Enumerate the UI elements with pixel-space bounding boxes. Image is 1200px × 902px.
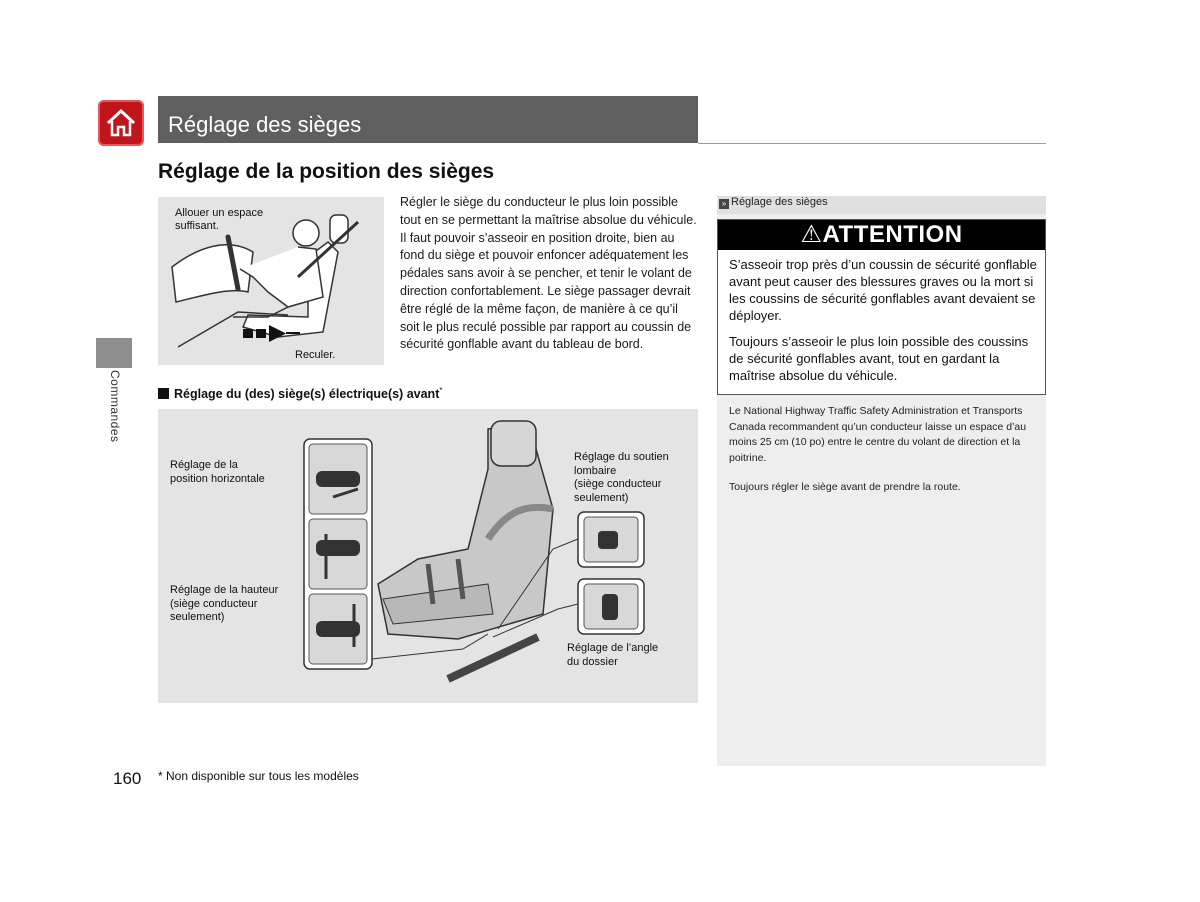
label-lumbar-1: Réglage du soutien: [574, 451, 669, 463]
warning-title: ATTENTION: [822, 221, 963, 248]
label-recline-1: Réglage de l’angle: [567, 642, 659, 654]
side-tab-marker[interactable]: [96, 338, 132, 368]
label-lumbar-3: (siège conducteur: [574, 478, 662, 490]
footnote: * Non disponible sur tous les modèles: [158, 769, 359, 783]
label-horizontal-2: position horizontale: [170, 473, 265, 485]
label-lumbar-2: lombaire: [574, 465, 617, 477]
sidebar-reference-heading[interactable]: [717, 196, 1046, 214]
label-allow-space-2: suffisant.: [175, 220, 219, 232]
warning-header: [718, 220, 1045, 250]
power-seat-heading: [158, 386, 442, 401]
label-lumbar-4: seulement): [574, 492, 629, 504]
section-body-text: Régler le siège du conducteur le plus loin possible tout en se permettant la maîtrise absolue du véhicule. Il faut pouvoir s’asseoir en position droite, bien au fond du siège et pouvoir enfoncer adéquatement les pédales sans avoir à se pencher, et tenir le volant de direction confortablement. Le siège passager devrait être réglé de la même façon, de manière à ce qu’il soit le plus reculé possible par rapport au coussin de sécurité gonflable avant du tableau de bord.: [400, 195, 697, 352]
side-tab-label: Commandes: [108, 370, 122, 443]
label-height-3: seulement): [170, 611, 225, 623]
warning-paragraph-1: S’asseoir trop près d’un coussin de sécurité gonflable avant peut causer des blessures graves ou la mort si les coussins de sécurité gonflables avant devaient se déployer.: [729, 257, 1037, 323]
page-number: 160: [113, 769, 142, 788]
sidebar-note-2: Toujours régler le siège avant de prendre la route.: [729, 481, 961, 493]
availability-mark: *: [439, 386, 443, 395]
driver-position-figure: [158, 197, 384, 365]
label-move-back: Reculer.: [295, 349, 336, 361]
label-allow-space-1: Allouer un espace: [175, 207, 264, 219]
reference-arrow-icon: »: [719, 199, 729, 209]
sidebar-reference-text: Réglage des sièges: [731, 196, 828, 208]
section-heading: Réglage de la position des sièges: [158, 160, 495, 183]
page-title-bar: [158, 96, 698, 143]
title-divider: [698, 143, 1046, 144]
power-seat-heading-text: Réglage du (des) siège(s) électrique(s) avant: [174, 387, 440, 402]
label-recline-2: du dossier: [567, 656, 618, 668]
power-seat-figure: [158, 409, 698, 703]
home-icon: [104, 106, 138, 140]
page-title: Réglage des sièges: [168, 112, 362, 137]
warning-triangle-icon: ⚠: [800, 221, 823, 248]
label-horizontal-1: Réglage de la: [170, 459, 238, 471]
home-button[interactable]: [98, 100, 144, 146]
bullet-square: [158, 388, 169, 399]
warning-paragraph-2: Toujours s’asseoir le plus loin possible des coussins de sécurité gonflables avant, tout en gardant la maîtrise absolue du véhicule.: [729, 334, 1029, 383]
label-height-1: Réglage de la hauteur: [170, 584, 279, 596]
warning-box: [717, 219, 1046, 395]
label-height-2: (siège conducteur: [170, 598, 258, 610]
sidebar-note-1: Le National Highway Traffic Safety Administration et Transports Canada recommandent qu’un conducteur laisse un espace d’au moins 25 cm (10 po) entre le centre du volant de direction et la poitrine.: [729, 405, 1027, 464]
